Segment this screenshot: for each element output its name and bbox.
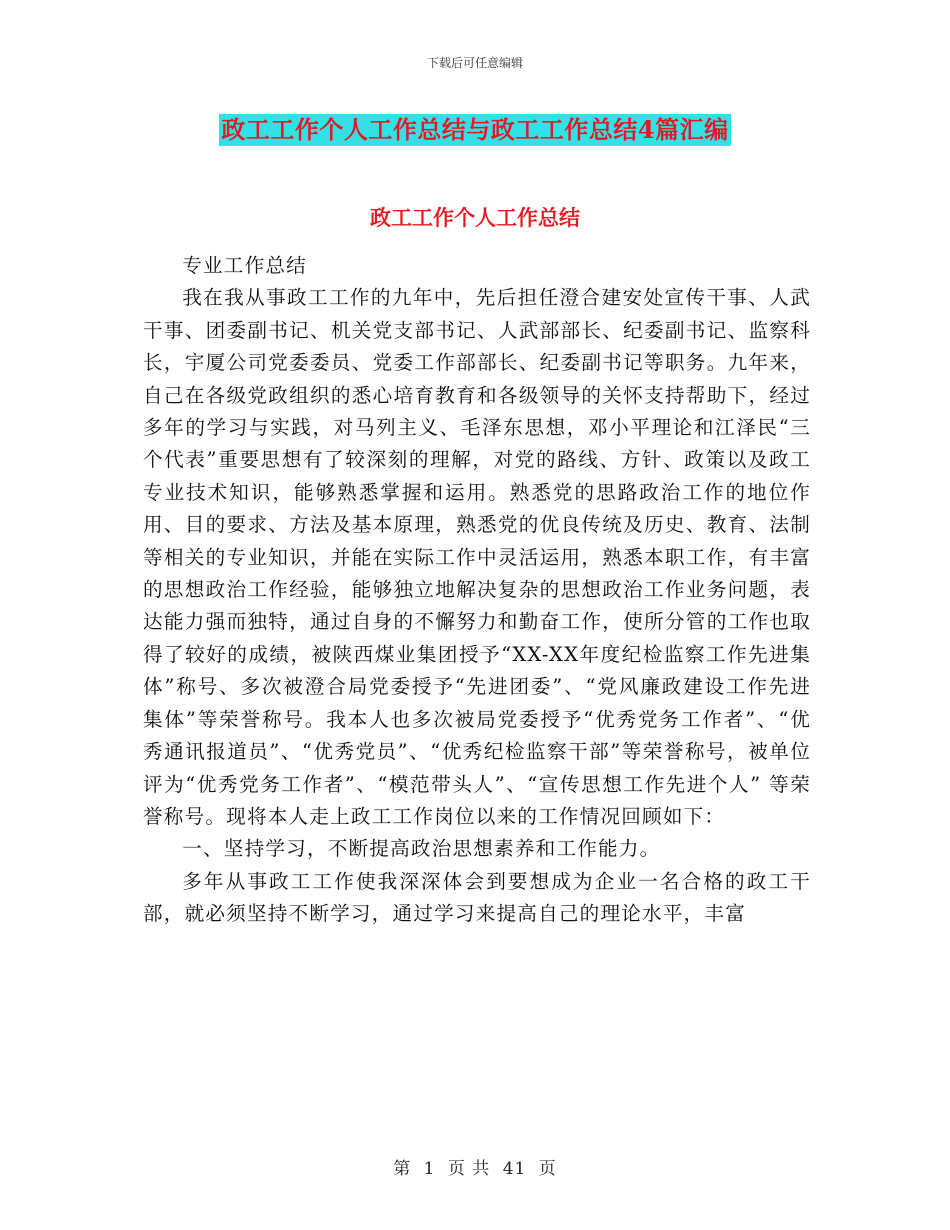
footer-mid: 页 共 xyxy=(447,1159,491,1179)
document-title-container xyxy=(0,114,950,146)
page-footer xyxy=(0,1154,950,1179)
section-title: 政工工作个人工作总结 xyxy=(370,205,580,230)
body-text xyxy=(143,250,811,931)
footer-prefix: 第 xyxy=(393,1159,412,1179)
footer-suffix: 页 xyxy=(538,1159,557,1179)
document-title: 政工工作个人工作总结与政工工作总结4篇汇编 xyxy=(221,115,729,144)
paragraph-point-heading: 一、坚持学习，不断提高政治思想素养和工作能力。 xyxy=(182,837,661,861)
footer-total-pages: 41 xyxy=(502,1159,527,1179)
paragraph-subheading: 专业工作总结 xyxy=(182,254,307,277)
header-note: 下载后可任意编辑 xyxy=(426,56,523,70)
paragraph-main: 我在我从事政工工作的九年中，先后担任澄合建安处宣传干事、人武干事、团委副书记、机关党支部书记、人武部部长、纪委副书记、监察科长，宇厦公司党委委员、党委工作部部长、纪委副书记等职务。九年来，自己在各级党政组织的悉心培育教育和各级领导的关怀支持帮助下，经过多年的学习与实践，对马列主义、毛泽东思想，邓小平理论和江泽民“三个代表”重要思想有了较深刻的理解，对党的路线、方针、政策以及政工专业技术知识，能够熟悉掌握和运用。熟悉党的思路政治工作的地位作用、目的要求、方法及基本原理，熟悉党的优良传统及历史、教育、法制等相关的专业知识，并能在实际工作中灵活运用，熟悉本职工作，有丰富的思想政治工作经验，能够独立地解决复杂的思想政治工作业务问题，表达能力强而独特，通过自身的不懈努力和勤奋工作，使所分管的工作也取得了较好的成绩，被陕西煤业集团授予“XX-XX年度纪检监察工作先进集体”称号、多次被澄合局党委授予“先进团委”、“党风廉政建设工作先进集体”等荣誉称号。我本人也多次被局党委授予“优秀党务工作者”、“优秀通讯报道员”、“优秀党员”、“优秀纪检监察干部”等荣誉称号，被单位评为“优秀党务工作者”、“模范带头人”、“宣传思想工作先进个人” 等荣誉称号。现将本人走上政工工作岗位以来的工作情况回顾如下： xyxy=(143,286,811,828)
footer-current-page: 1 xyxy=(423,1159,436,1179)
paragraph-continuation: 多年从事政工工作使我深深体会到要想成为企业一名合格的政工干部，就必须坚持不断学习，通过学习来提高自己的理论水平，丰富 xyxy=(143,869,811,926)
